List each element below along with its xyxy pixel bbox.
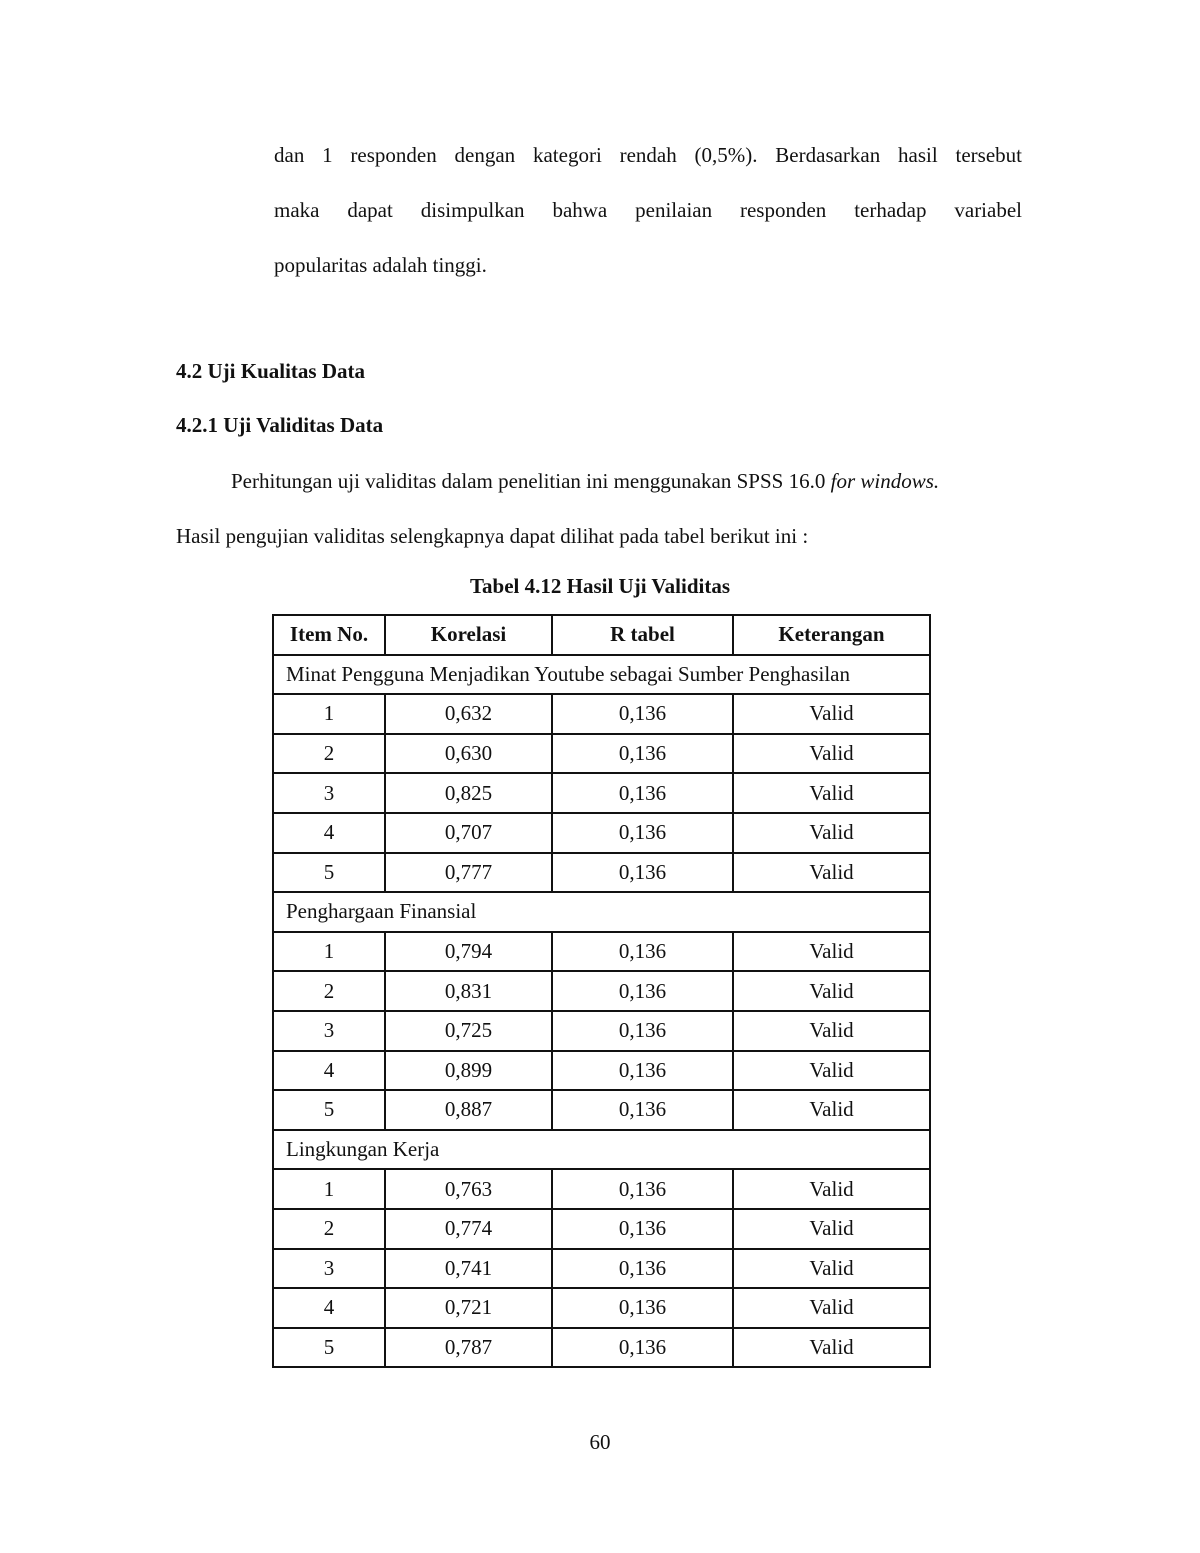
- subsection-heading: 4.2.1 Uji Validitas Data: [176, 413, 384, 437]
- page-number: 60: [589, 1430, 611, 1454]
- cell-r-tabel: 0,136: [552, 773, 733, 813]
- cell-item-no: 4: [273, 1288, 385, 1328]
- cell-keterangan: Valid: [733, 1328, 930, 1368]
- cell-korelasi: 0,825: [385, 773, 552, 813]
- table-row: [273, 773, 930, 813]
- cell-r-tabel: 0,136: [552, 971, 733, 1011]
- cell-item-no: 2: [273, 971, 385, 1011]
- table-row: [273, 694, 930, 734]
- cell-item-no: 3: [273, 1011, 385, 1051]
- cell-korelasi: 0,741: [385, 1249, 552, 1289]
- cell-korelasi: 0,725: [385, 1011, 552, 1051]
- cell-item-no: 2: [273, 1209, 385, 1249]
- intro-line-1-text: Perhitungan uji validitas dalam penelitian ini menggunakan SPSS 16.0: [231, 469, 826, 493]
- cell-korelasi: 0,632: [385, 694, 552, 734]
- cell-item-no: 1: [273, 932, 385, 972]
- cell-item-no: 5: [273, 853, 385, 893]
- group-label: Minat Pengguna Menjadikan Youtube sebagai Sumber Penghasilan: [273, 655, 930, 695]
- cell-korelasi: 0,774: [385, 1209, 552, 1249]
- table-row: [273, 1328, 930, 1368]
- table-title: Tabel 4.12 Hasil Uji Validitas: [469, 574, 731, 598]
- cell-keterangan: Valid: [733, 932, 930, 972]
- cell-korelasi: 0,777: [385, 853, 552, 893]
- table-row: [273, 734, 930, 774]
- cell-item-no: 1: [273, 694, 385, 734]
- header-keterangan: Keterangan: [733, 615, 930, 655]
- cell-r-tabel: 0,136: [552, 1090, 733, 1130]
- cell-keterangan: Valid: [733, 1169, 930, 1209]
- cell-r-tabel: 0,136: [552, 1328, 733, 1368]
- header-r-tabel: R tabel: [552, 615, 733, 655]
- table-row: [273, 1209, 930, 1249]
- table-header-row: [273, 615, 930, 655]
- cell-item-no: 5: [273, 1090, 385, 1130]
- cell-korelasi: 0,763: [385, 1169, 552, 1209]
- cell-keterangan: Valid: [733, 1288, 930, 1328]
- cell-korelasi: 0,787: [385, 1328, 552, 1368]
- table-row: [273, 1169, 930, 1209]
- cell-r-tabel: 0,136: [552, 694, 733, 734]
- cell-r-tabel: 0,136: [552, 1051, 733, 1091]
- cell-r-tabel: 0,136: [552, 1249, 733, 1289]
- cell-item-no: 3: [273, 773, 385, 813]
- cell-r-tabel: 0,136: [552, 1169, 733, 1209]
- cell-item-no: 5: [273, 1328, 385, 1368]
- intro-line-2: Hasil pengujian validitas selengkapnya dapat dilihat pada tabel berikut ini :: [176, 524, 809, 548]
- table-row: [273, 1288, 930, 1328]
- header-korelasi: Korelasi: [385, 615, 552, 655]
- cell-r-tabel: 0,136: [552, 813, 733, 853]
- cell-keterangan: Valid: [733, 1249, 930, 1289]
- table-row: [273, 853, 930, 893]
- cell-keterangan: Valid: [733, 853, 930, 893]
- group-row: [273, 1130, 930, 1170]
- cell-keterangan: Valid: [733, 734, 930, 774]
- cell-keterangan: Valid: [733, 1209, 930, 1249]
- table-row: [273, 1090, 930, 1130]
- cell-keterangan: Valid: [733, 971, 930, 1011]
- cell-r-tabel: 0,136: [552, 734, 733, 774]
- cell-r-tabel: 0,136: [552, 932, 733, 972]
- cell-keterangan: Valid: [733, 1011, 930, 1051]
- cell-korelasi: 0,899: [385, 1051, 552, 1091]
- cell-keterangan: Valid: [733, 813, 930, 853]
- header-item-no: Item No.: [273, 615, 385, 655]
- cell-item-no: 3: [273, 1249, 385, 1289]
- table-row: [273, 1249, 930, 1289]
- cell-r-tabel: 0,136: [552, 1011, 733, 1051]
- cell-item-no: 4: [273, 1051, 385, 1091]
- cell-keterangan: Valid: [733, 773, 930, 813]
- cell-item-no: 4: [273, 813, 385, 853]
- cell-korelasi: 0,721: [385, 1288, 552, 1328]
- cell-r-tabel: 0,136: [552, 853, 733, 893]
- cell-keterangan: Valid: [733, 1090, 930, 1130]
- cell-korelasi: 0,887: [385, 1090, 552, 1130]
- cell-r-tabel: 0,136: [552, 1288, 733, 1328]
- table-row: [273, 971, 930, 1011]
- table-row: [273, 932, 930, 972]
- intro-line-1: [231, 467, 939, 495]
- body-text-line-1: dan 1 responden dengan kategori rendah (0,5%). Berdasarkan hasil tersebut: [274, 143, 1022, 167]
- intro-line-1-italic: for windows.: [830, 469, 940, 493]
- cell-korelasi: 0,831: [385, 971, 552, 1011]
- cell-keterangan: Valid: [733, 1051, 930, 1091]
- table-row: [273, 1051, 930, 1091]
- table-row: [273, 1011, 930, 1051]
- group-row: [273, 655, 930, 695]
- body-text-line-3: popularitas adalah tinggi.: [274, 253, 487, 277]
- section-heading: 4.2 Uji Kualitas Data: [176, 359, 365, 383]
- validity-table: [272, 614, 931, 1368]
- cell-r-tabel: 0,136: [552, 1209, 733, 1249]
- cell-item-no: 1: [273, 1169, 385, 1209]
- cell-item-no: 2: [273, 734, 385, 774]
- group-label: Lingkungan Kerja: [273, 1130, 930, 1170]
- cell-korelasi: 0,794: [385, 932, 552, 972]
- body-text-line-2: maka dapat disimpulkan bahwa penilaian responden terhadap variabel: [274, 198, 1022, 222]
- cell-korelasi: 0,630: [385, 734, 552, 774]
- group-row: [273, 892, 930, 932]
- table-row: [273, 813, 930, 853]
- cell-keterangan: Valid: [733, 694, 930, 734]
- cell-korelasi: 0,707: [385, 813, 552, 853]
- group-label: Penghargaan Finansial: [273, 892, 930, 932]
